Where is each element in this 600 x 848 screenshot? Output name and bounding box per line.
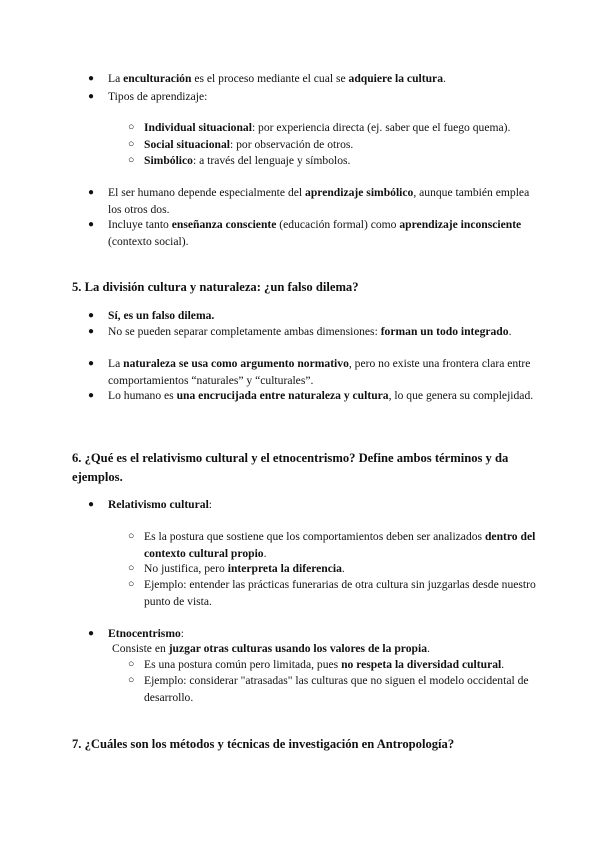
text: : a través del lenguaje y símbolos. xyxy=(192,154,351,167)
text: Consiste en xyxy=(112,642,169,655)
bold-text: enseñanza consciente xyxy=(171,218,277,231)
list-item xyxy=(88,497,538,514)
list-item xyxy=(88,185,538,218)
sub-list-item xyxy=(128,137,544,154)
bold-text: Etnocentrismo xyxy=(108,627,181,640)
bullet-dot-icon: ● xyxy=(88,219,95,230)
section-heading: 5. La división cultura y naturaleza: ¿un falso dilema? xyxy=(72,280,359,294)
sub-list-item xyxy=(128,120,544,137)
text: (educación formal) como xyxy=(276,218,400,231)
text: Ejemplo: entender las prácticas funerarias de otra cultura sin juzgarlas desde nuestro punto de vista. xyxy=(144,578,536,608)
paragraph xyxy=(112,641,532,658)
sub-list-item xyxy=(128,577,544,610)
bold-text: forman un todo integrado xyxy=(380,325,509,338)
bullet-dot-icon: ● xyxy=(88,358,95,369)
bullet-circle-icon: ○ xyxy=(128,139,135,150)
bullet-dot-icon: ● xyxy=(88,73,95,84)
text: : xyxy=(180,627,185,640)
bullet-dot-icon: ● xyxy=(88,499,95,510)
text: Lo humano es xyxy=(108,389,177,402)
bold-text: adquiere la cultura xyxy=(348,72,443,85)
text: . xyxy=(443,72,446,85)
text: Incluye tanto xyxy=(108,218,172,231)
list-item xyxy=(88,308,538,325)
bullet-circle-icon: ○ xyxy=(128,155,135,166)
bold-text: Sí, es un falso dilema. xyxy=(108,309,215,322)
bold-text: naturaleza se usa como argumento normativo xyxy=(123,357,349,370)
bold-text: Simbólico xyxy=(144,154,193,167)
bullet-dot-icon: ● xyxy=(88,326,95,337)
section-heading: 7. ¿Cuáles son los métodos y técnicas de investigación en Antropología? xyxy=(72,737,455,751)
text: . xyxy=(341,562,345,575)
bold-text: juzgar otras culturas usando los valores de la propia xyxy=(168,642,427,655)
list-item xyxy=(88,71,538,88)
text: . xyxy=(501,658,505,671)
text: Ejemplo: considerar "atrasadas" las culturas que no siguen el modelo occidental de desarrollo. xyxy=(144,674,529,704)
sub-list-item xyxy=(128,529,544,562)
text: es el proceso mediante el cual se xyxy=(191,72,349,85)
text: El ser humano depende especialmente del xyxy=(108,186,306,199)
list-item xyxy=(88,388,538,405)
text: La xyxy=(108,72,124,85)
text: : xyxy=(208,498,213,511)
bold-text: interpreta la diferencia xyxy=(227,562,342,575)
bullet-circle-icon: ○ xyxy=(128,579,135,590)
bullet-circle-icon: ○ xyxy=(128,563,135,574)
bold-text: Relativismo cultural xyxy=(108,498,209,511)
sub-list-item xyxy=(128,657,544,674)
bold-text: una encrucijada entre naturaleza y cultura xyxy=(176,389,389,402)
text: . xyxy=(263,546,267,560)
text: La xyxy=(108,357,124,370)
bold-text: dentro del contexto cultural propio xyxy=(144,530,536,560)
section-heading: 6. ¿Qué es el relativismo cultural y el etnocentrismo? Define ambos términos y da ejemplos. xyxy=(72,451,509,484)
text: . xyxy=(508,325,512,338)
bullet-dot-icon: ● xyxy=(88,187,95,198)
list-item xyxy=(88,356,538,389)
text: (contexto social). xyxy=(108,234,189,248)
list-item xyxy=(88,324,538,341)
list-item xyxy=(88,217,538,250)
list-item xyxy=(88,89,538,106)
text: , aunque también emplea los otros dos. xyxy=(108,186,530,216)
bold-text: Social situacional xyxy=(144,138,230,151)
bullet-dot-icon: ● xyxy=(88,628,95,639)
text: : por experiencia directa (ej. saber que el fuego quema). xyxy=(251,121,511,134)
bold-text: aprendizaje simbólico xyxy=(305,186,414,199)
bold-text: Individual situacional xyxy=(144,121,252,134)
bold-text: no respeta la diversidad cultural xyxy=(341,658,502,671)
text: Tipos de aprendizaje: xyxy=(108,90,208,103)
text: No se pueden separar completamente ambas dimensiones: xyxy=(108,325,381,338)
sub-list-item xyxy=(128,673,544,706)
bullet-circle-icon: ○ xyxy=(128,531,135,542)
bold-text: enculturación xyxy=(123,72,192,85)
text: . xyxy=(427,642,430,655)
bullet-circle-icon: ○ xyxy=(128,122,135,133)
text: No justifica, pero xyxy=(144,562,228,575)
bullet-dot-icon: ● xyxy=(88,91,95,102)
bullet-dot-icon: ● xyxy=(88,310,95,321)
bullet-circle-icon: ○ xyxy=(128,675,135,686)
text: : por observación de otros. xyxy=(230,138,354,151)
text: Es una postura común pero limitada, pues xyxy=(144,658,342,671)
sub-list-item xyxy=(128,561,544,578)
text: , lo que genera su complejidad. xyxy=(388,389,534,402)
bullet-dot-icon: ● xyxy=(88,390,95,401)
bold-text: aprendizaje inconsciente xyxy=(399,218,522,231)
text: , pero no existe una frontera clara entre comportamientos “naturales” y “culturales”. xyxy=(108,357,531,387)
text: Es la postura que sostiene que los comportamientos deben ser analizados xyxy=(144,530,485,543)
bullet-circle-icon: ○ xyxy=(128,659,135,670)
sub-list-item xyxy=(128,153,544,170)
